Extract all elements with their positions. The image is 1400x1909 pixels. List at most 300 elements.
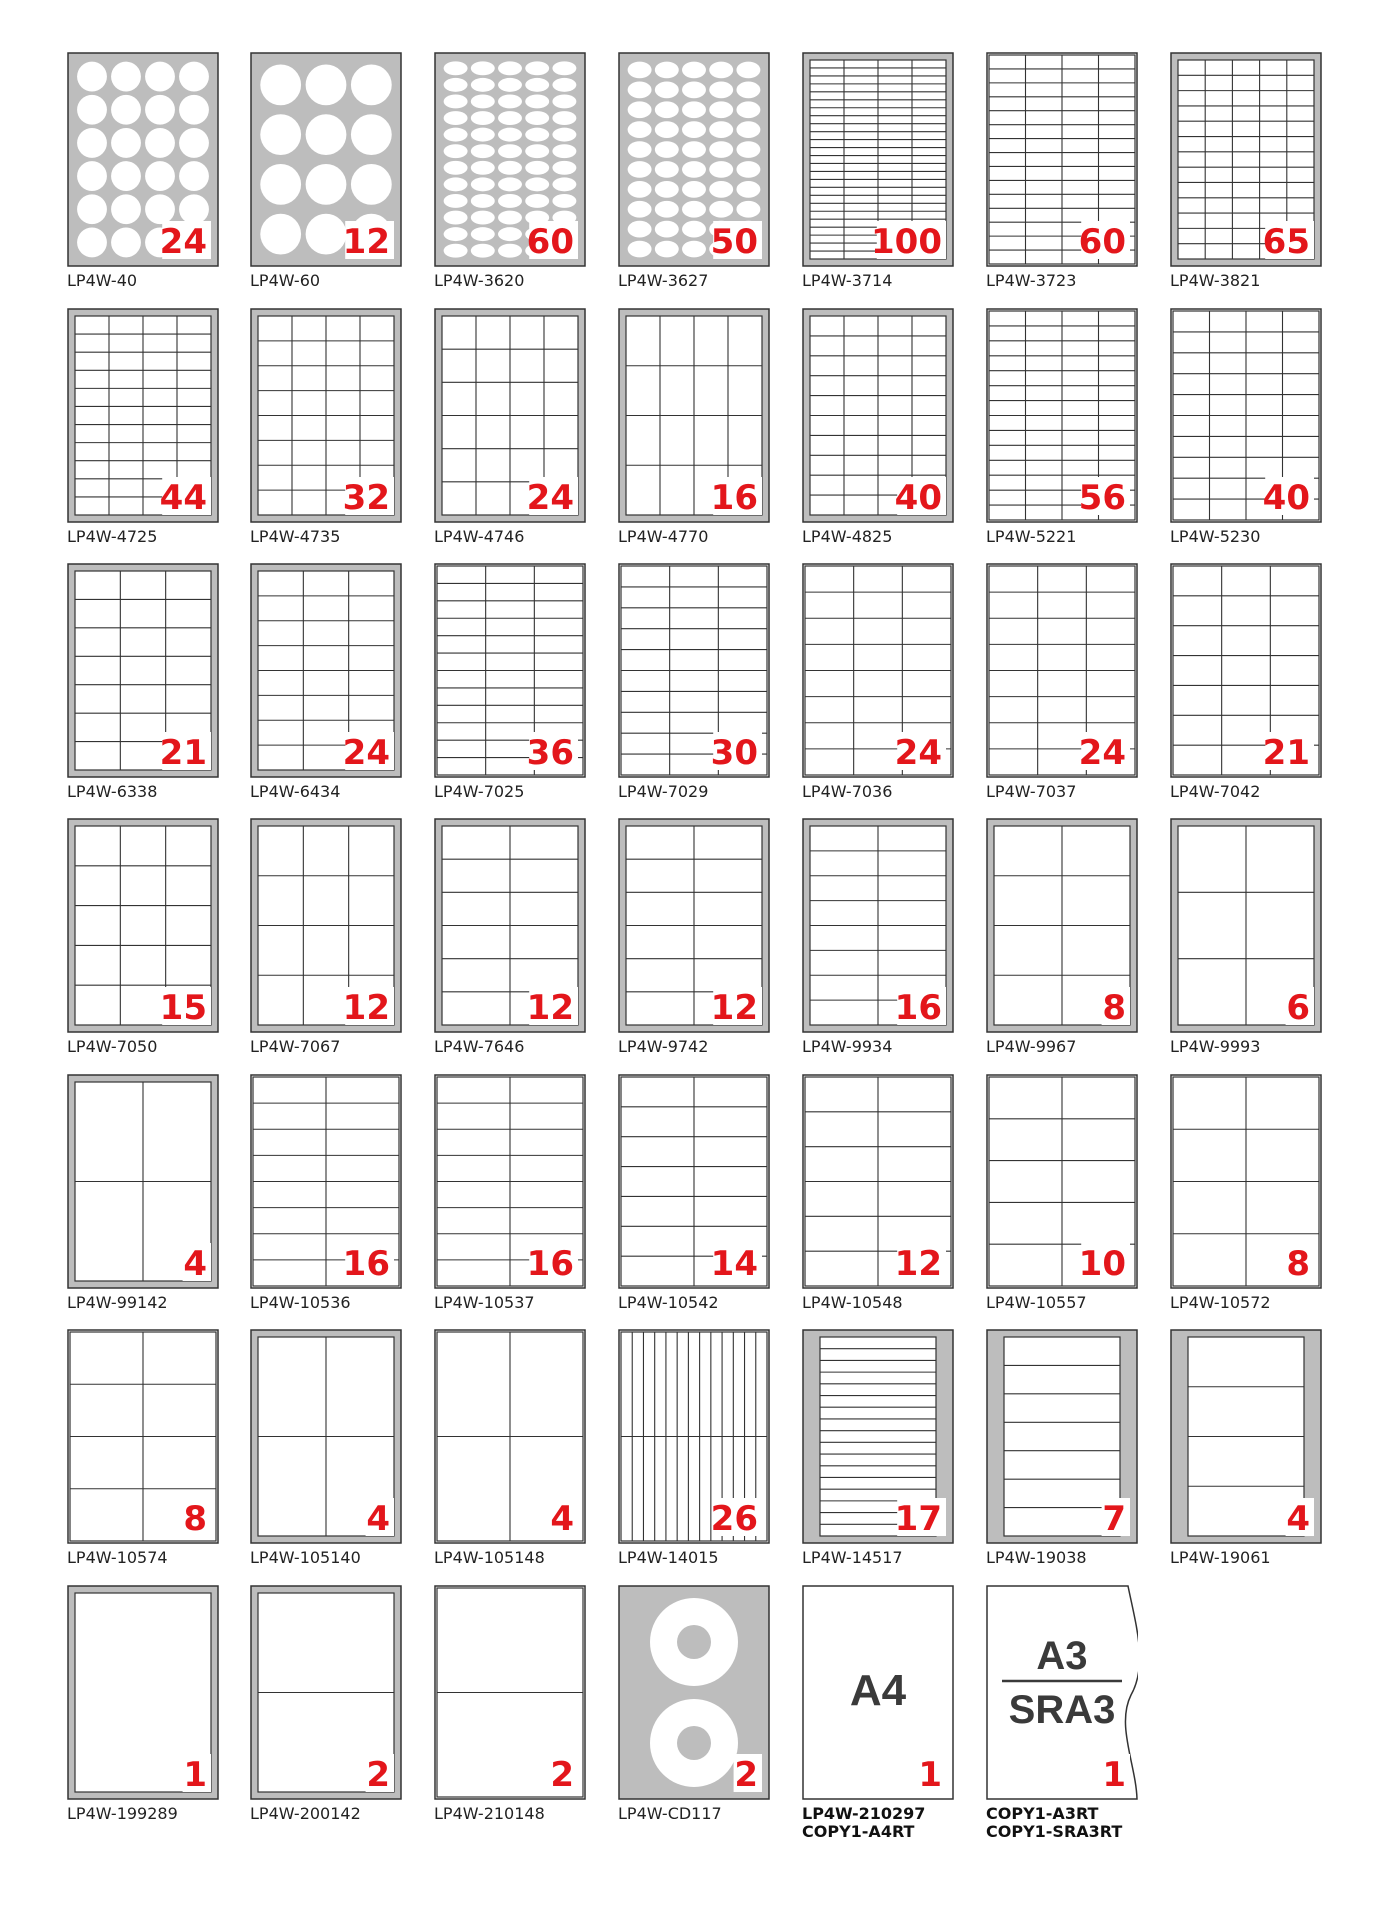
product-code: LP4W-19061 — [1170, 1548, 1271, 1567]
sheet-diagram — [250, 1074, 402, 1289]
sheet-diagram — [250, 563, 402, 778]
label-sheet-item[interactable] — [434, 1329, 586, 1584]
label-shape — [145, 95, 175, 125]
label-sheet-item[interactable] — [802, 1074, 954, 1329]
label-shape — [655, 221, 679, 238]
label-count: 36 — [526, 733, 574, 773]
label-shape — [628, 241, 652, 258]
label-shape — [77, 128, 107, 158]
sheet-diagram — [67, 52, 219, 267]
label-shape — [655, 201, 679, 218]
label-shape — [471, 94, 495, 108]
label-shape — [736, 161, 760, 178]
label-count: 12 — [526, 988, 574, 1028]
label-sheet-item[interactable] — [618, 818, 770, 1073]
sheet-diagram — [250, 308, 402, 523]
product-code: LP4W-10536 — [250, 1293, 351, 1312]
label-shape — [709, 161, 733, 178]
sheet-diagram — [250, 1585, 402, 1800]
label-shape — [471, 194, 495, 208]
label-shape — [145, 128, 175, 158]
sheet-diagram — [802, 1585, 954, 1800]
label-shape — [471, 61, 495, 75]
label-count: 60 — [526, 222, 574, 262]
label-shape — [471, 177, 495, 191]
label-count: 60 — [1078, 222, 1126, 262]
label-sheet-item[interactable] — [618, 308, 770, 563]
sheet-diagram — [986, 1329, 1138, 1544]
product-code: LP4W-99142 — [67, 1293, 168, 1312]
label-shape — [736, 121, 760, 138]
label-shape — [628, 161, 652, 178]
label-sheet-item[interactable] — [434, 1074, 586, 1329]
product-code-secondary: COPY1-A4RT — [802, 1822, 915, 1841]
label-sheet-item[interactable] — [1170, 1074, 1322, 1329]
label-shape — [444, 61, 468, 75]
label-shape — [709, 101, 733, 118]
product-code: LP4W-CD117 — [618, 1804, 722, 1823]
label-shape — [260, 114, 301, 155]
label-sheet-item[interactable] — [802, 52, 954, 307]
label-sheet-item[interactable] — [1170, 1329, 1322, 1584]
label-sheet-item[interactable] — [986, 1329, 1138, 1584]
label-sheet-item[interactable] — [618, 52, 770, 307]
label-shape — [552, 94, 576, 108]
sheet-diagram — [434, 308, 586, 523]
product-code: LP4W-4746 — [434, 527, 525, 546]
product-code: LP4W-5230 — [1170, 527, 1261, 546]
label-count: 16 — [526, 1244, 574, 1284]
sheet-diagram — [618, 818, 770, 1033]
label-shape — [682, 141, 706, 158]
label-sheet-item[interactable] — [250, 52, 402, 307]
label-shape — [444, 244, 468, 258]
product-code: LP4W-7050 — [67, 1037, 158, 1056]
sheet-diagram — [986, 1585, 1138, 1800]
label-shape — [471, 211, 495, 225]
label-sheet-item[interactable] — [434, 563, 586, 818]
sheet-diagram — [67, 818, 219, 1033]
sheet-diagram — [986, 563, 1138, 778]
product-code: LP4W-9934 — [802, 1037, 893, 1056]
label-sheet-item[interactable] — [1170, 52, 1322, 307]
product-code: LP4W-3723 — [986, 271, 1077, 290]
label-shape — [552, 111, 576, 125]
label-shape — [525, 161, 549, 175]
label-count: 8 — [1286, 1244, 1310, 1284]
sheet-diagram — [1170, 818, 1322, 1033]
sheet-diagram — [618, 1074, 770, 1289]
label-sheet-item[interactable] — [434, 308, 586, 563]
sheet-diagram — [986, 52, 1138, 267]
label-shape — [471, 78, 495, 92]
sheet-diagram — [434, 1585, 586, 1800]
label-shape — [525, 78, 549, 92]
label-shape — [111, 128, 141, 158]
product-code: LP4W-7646 — [434, 1037, 525, 1056]
label-shape — [498, 144, 522, 158]
label-count: 10 — [1078, 1244, 1126, 1284]
label-sheet-item[interactable] — [67, 308, 219, 563]
label-shape — [471, 161, 495, 175]
product-code: LP4W-105140 — [250, 1548, 361, 1567]
label-shape — [77, 194, 107, 224]
label-shape — [552, 78, 576, 92]
label-count: 12 — [342, 222, 390, 262]
product-code: LP4W-210148 — [434, 1804, 545, 1823]
label-sheet-item[interactable] — [434, 818, 586, 1073]
label-count: 24 — [526, 478, 574, 518]
label-shape — [179, 62, 209, 92]
sheet-diagram — [802, 818, 954, 1033]
label-shape — [498, 78, 522, 92]
label-shape — [498, 94, 522, 108]
label-sheet-item[interactable] — [802, 818, 954, 1073]
label-shape — [351, 64, 392, 105]
sheet-diagram — [434, 818, 586, 1033]
label-sheet-item[interactable] — [986, 1585, 1138, 1840]
label-sheet-item[interactable] — [802, 1585, 954, 1840]
label-shape — [179, 95, 209, 125]
label-sheet-item[interactable] — [67, 563, 219, 818]
sheet-diagram — [802, 52, 954, 267]
label-sheet-item[interactable] — [1170, 308, 1322, 563]
label-shape — [525, 94, 549, 108]
label-shape — [628, 101, 652, 118]
product-code: LP4W-10574 — [67, 1548, 168, 1567]
label-shape — [709, 81, 733, 98]
label-sheet-item[interactable] — [618, 1329, 770, 1584]
product-code: LP4W-14517 — [802, 1548, 903, 1567]
sheet-diagram — [1170, 1074, 1322, 1289]
sheet-diagram — [618, 1329, 770, 1544]
label-shape — [736, 141, 760, 158]
label-shape — [709, 181, 733, 198]
label-count: 100 — [871, 222, 942, 262]
cd-hole — [677, 1625, 711, 1659]
label-shape — [552, 128, 576, 142]
sheet-diagram — [1170, 308, 1322, 523]
sheet-diagram — [67, 563, 219, 778]
sheet-diagram — [434, 52, 586, 267]
label-count: 24 — [159, 222, 207, 262]
label-shape — [682, 161, 706, 178]
product-code: LP4W-10557 — [986, 1293, 1087, 1312]
label-shape — [444, 94, 468, 108]
label-count: 24 — [342, 733, 390, 773]
product-code: LP4W-10537 — [434, 1293, 535, 1312]
label-shape — [77, 227, 107, 257]
label-shape — [682, 181, 706, 198]
label-sheet-item[interactable] — [250, 1329, 402, 1584]
label-shape — [444, 161, 468, 175]
label-sheet-item[interactable] — [434, 1585, 586, 1840]
label-shape — [444, 177, 468, 191]
label-shape — [260, 164, 301, 205]
label-count: 8 — [183, 1499, 207, 1539]
label-sheet-item[interactable] — [250, 563, 402, 818]
label-count: 2 — [366, 1755, 390, 1795]
label-sheet-item[interactable] — [250, 818, 402, 1073]
product-code: LP4W-3627 — [618, 271, 709, 290]
product-code: LP4W-6338 — [67, 782, 158, 801]
label-count: 1 — [183, 1755, 207, 1795]
sheet-diagram — [250, 52, 402, 267]
product-code: LP4W-7036 — [802, 782, 893, 801]
label-shape — [552, 177, 576, 191]
label-count: 50 — [710, 222, 758, 262]
label-shape — [444, 211, 468, 225]
label-shape — [655, 81, 679, 98]
label-shape — [525, 177, 549, 191]
label-shape — [682, 81, 706, 98]
label-shape — [498, 244, 522, 258]
label-shape — [628, 121, 652, 138]
label-shape — [498, 61, 522, 75]
label-count: 4 — [550, 1499, 574, 1539]
sheet-diagram — [434, 563, 586, 778]
label-sheet-item[interactable] — [986, 818, 1138, 1073]
sheet-diagram — [802, 563, 954, 778]
label-shape — [655, 181, 679, 198]
sheet-diagram — [802, 308, 954, 523]
label-shape — [682, 121, 706, 138]
label-shape — [682, 62, 706, 79]
label-shape — [77, 62, 107, 92]
sheet-diagram — [986, 1074, 1138, 1289]
product-code: LP4W-105148 — [434, 1548, 545, 1567]
sheet-diagram — [618, 563, 770, 778]
label-shape — [145, 62, 175, 92]
label-count: 1 — [1102, 1755, 1126, 1795]
product-code: LP4W-5221 — [986, 527, 1077, 546]
product-code: LP4W-6434 — [250, 782, 341, 801]
label-shape — [498, 177, 522, 191]
label-count: 4 — [1286, 1499, 1310, 1539]
label-sheet-item[interactable] — [618, 1585, 770, 1840]
label-count: 16 — [342, 1244, 390, 1284]
label-shape — [552, 61, 576, 75]
label-count: 7 — [1102, 1499, 1126, 1539]
label-shape — [444, 78, 468, 92]
product-code: LP4W-3714 — [802, 271, 893, 290]
label-shape — [471, 111, 495, 125]
product-code: LP4W-200142 — [250, 1804, 361, 1823]
label-shape — [498, 194, 522, 208]
label-sheet-item[interactable] — [67, 1585, 219, 1840]
product-code: LP4W-19038 — [986, 1548, 1087, 1567]
sheet-diagram — [618, 308, 770, 523]
label-shape — [736, 181, 760, 198]
product-code: LP4W-7037 — [986, 782, 1077, 801]
label-count: 32 — [342, 478, 390, 518]
label-shape — [736, 201, 760, 218]
label-sheet-item[interactable] — [67, 52, 219, 307]
label-shape — [306, 64, 347, 105]
product-code: LP4W-7025 — [434, 782, 525, 801]
label-count: 44 — [159, 478, 207, 518]
label-count: 1 — [918, 1755, 942, 1795]
label-count: 21 — [159, 733, 207, 773]
label-sheet-item[interactable] — [1170, 563, 1322, 818]
label-sheet-item[interactable] — [250, 1074, 402, 1329]
label-count: 16 — [894, 988, 942, 1028]
label-count: 2 — [734, 1755, 758, 1795]
label-shape — [351, 114, 392, 155]
label-sheet-item[interactable] — [250, 1585, 402, 1840]
label-shape — [145, 161, 175, 191]
sheet-diagram — [434, 1074, 586, 1289]
label-sheet-item[interactable] — [67, 818, 219, 1073]
label-sheet-item[interactable] — [67, 1074, 219, 1329]
label-shape — [498, 227, 522, 241]
product-code: LP4W-10542 — [618, 1293, 719, 1312]
sheet-diagram — [1170, 52, 1322, 267]
sheet-diagram — [67, 1074, 219, 1289]
label-shape — [655, 62, 679, 79]
label-shape — [655, 101, 679, 118]
label-shape — [525, 61, 549, 75]
label-shape — [709, 62, 733, 79]
label-shape — [111, 95, 141, 125]
label-shape — [471, 144, 495, 158]
label-sheet-item[interactable] — [986, 308, 1138, 563]
label-shape — [552, 194, 576, 208]
label-shape — [655, 241, 679, 258]
label-shape — [111, 227, 141, 257]
label-shape — [525, 144, 549, 158]
sheet-diagram — [67, 1585, 219, 1800]
label-count: 2 — [550, 1755, 574, 1795]
label-shape — [628, 181, 652, 198]
product-code: LP4W-10572 — [1170, 1293, 1271, 1312]
sheet-diagram — [802, 1074, 954, 1289]
sheet-size-text: A3 — [1036, 1634, 1088, 1678]
label-count: 15 — [159, 988, 207, 1028]
product-code: LP4W-4725 — [67, 527, 158, 546]
label-sheet-item[interactable] — [802, 308, 954, 563]
product-code: LP4W-9742 — [618, 1037, 709, 1056]
label-shape — [77, 95, 107, 125]
label-sheet-item[interactable] — [986, 563, 1138, 818]
label-count: 6 — [1286, 988, 1310, 1028]
product-code: LP4W-3821 — [1170, 271, 1261, 290]
label-shape — [628, 221, 652, 238]
sheet-diagram — [986, 818, 1138, 1033]
label-shape — [709, 141, 733, 158]
label-count: 65 — [1262, 222, 1310, 262]
product-code: LP4W-4825 — [802, 527, 893, 546]
product-code: LP4W-7042 — [1170, 782, 1261, 801]
label-sheet-item[interactable] — [1170, 818, 1322, 1073]
label-shape — [444, 144, 468, 158]
label-count: 12 — [894, 1244, 942, 1284]
label-shape — [111, 161, 141, 191]
label-count: 40 — [1262, 478, 1310, 518]
label-count: 56 — [1078, 478, 1126, 518]
sheet-diagram — [434, 1329, 586, 1544]
label-sheet-item[interactable] — [986, 1074, 1138, 1329]
label-shape — [552, 144, 576, 158]
label-count: 24 — [1078, 733, 1126, 773]
label-count: 12 — [342, 988, 390, 1028]
product-code: LP4W-7067 — [250, 1037, 341, 1056]
label-sheet-item[interactable] — [250, 308, 402, 563]
label-count: 21 — [1262, 733, 1310, 773]
label-shape — [471, 244, 495, 258]
label-shape — [736, 101, 760, 118]
label-shape — [525, 194, 549, 208]
sheet-diagram — [618, 1585, 770, 1800]
product-code: LP4W-210297 — [802, 1804, 926, 1823]
label-shape — [306, 164, 347, 205]
label-shape — [471, 128, 495, 142]
product-code: LP4W-4770 — [618, 527, 709, 546]
label-shape — [709, 201, 733, 218]
label-count: 14 — [710, 1244, 758, 1284]
label-sheet-item[interactable] — [67, 1329, 219, 1584]
label-count: 26 — [710, 1499, 758, 1539]
label-shape — [498, 111, 522, 125]
label-shape — [682, 241, 706, 258]
label-shape — [498, 211, 522, 225]
label-count: 4 — [366, 1499, 390, 1539]
label-shape — [552, 161, 576, 175]
sheet-size-text: A4 — [849, 1666, 907, 1715]
label-sheet-item[interactable] — [802, 563, 954, 818]
label-count: 40 — [894, 478, 942, 518]
cd-hole — [677, 1726, 711, 1760]
label-sheet-item[interactable] — [802, 1329, 954, 1584]
product-code: LP4W-9967 — [986, 1037, 1077, 1056]
sheet-diagram — [618, 52, 770, 267]
label-sheet-item[interactable] — [618, 1074, 770, 1329]
product-code: LP4W-4735 — [250, 527, 341, 546]
product-code: COPY1-A3RT — [986, 1804, 1099, 1823]
product-code: LP4W-7029 — [618, 782, 709, 801]
label-count: 4 — [183, 1244, 207, 1284]
label-sheet-item[interactable] — [618, 563, 770, 818]
label-shape — [179, 161, 209, 191]
label-sheet-item[interactable] — [986, 52, 1138, 307]
label-shape — [471, 227, 495, 241]
label-shape — [444, 128, 468, 142]
product-code: LP4W-10548 — [802, 1293, 903, 1312]
label-sheet-item[interactable] — [434, 52, 586, 307]
label-shape — [682, 221, 706, 238]
label-count: 16 — [710, 478, 758, 518]
sheet-diagram — [67, 1329, 219, 1544]
sheet-diagram — [250, 1329, 402, 1544]
label-shape — [628, 201, 652, 218]
product-code: LP4W-40 — [67, 271, 138, 290]
label-shape — [444, 227, 468, 241]
label-shape — [306, 214, 347, 255]
sheet-diagram — [250, 818, 402, 1033]
label-shape — [655, 121, 679, 138]
label-shape — [628, 62, 652, 79]
label-count: 17 — [894, 1499, 942, 1539]
product-code: LP4W-60 — [250, 271, 321, 290]
label-shape — [77, 161, 107, 191]
label-shape — [260, 64, 301, 105]
label-shape — [444, 111, 468, 125]
label-shape — [260, 214, 301, 255]
label-shape — [111, 62, 141, 92]
label-shape — [351, 164, 392, 205]
label-shape — [655, 161, 679, 178]
label-shape — [736, 81, 760, 98]
